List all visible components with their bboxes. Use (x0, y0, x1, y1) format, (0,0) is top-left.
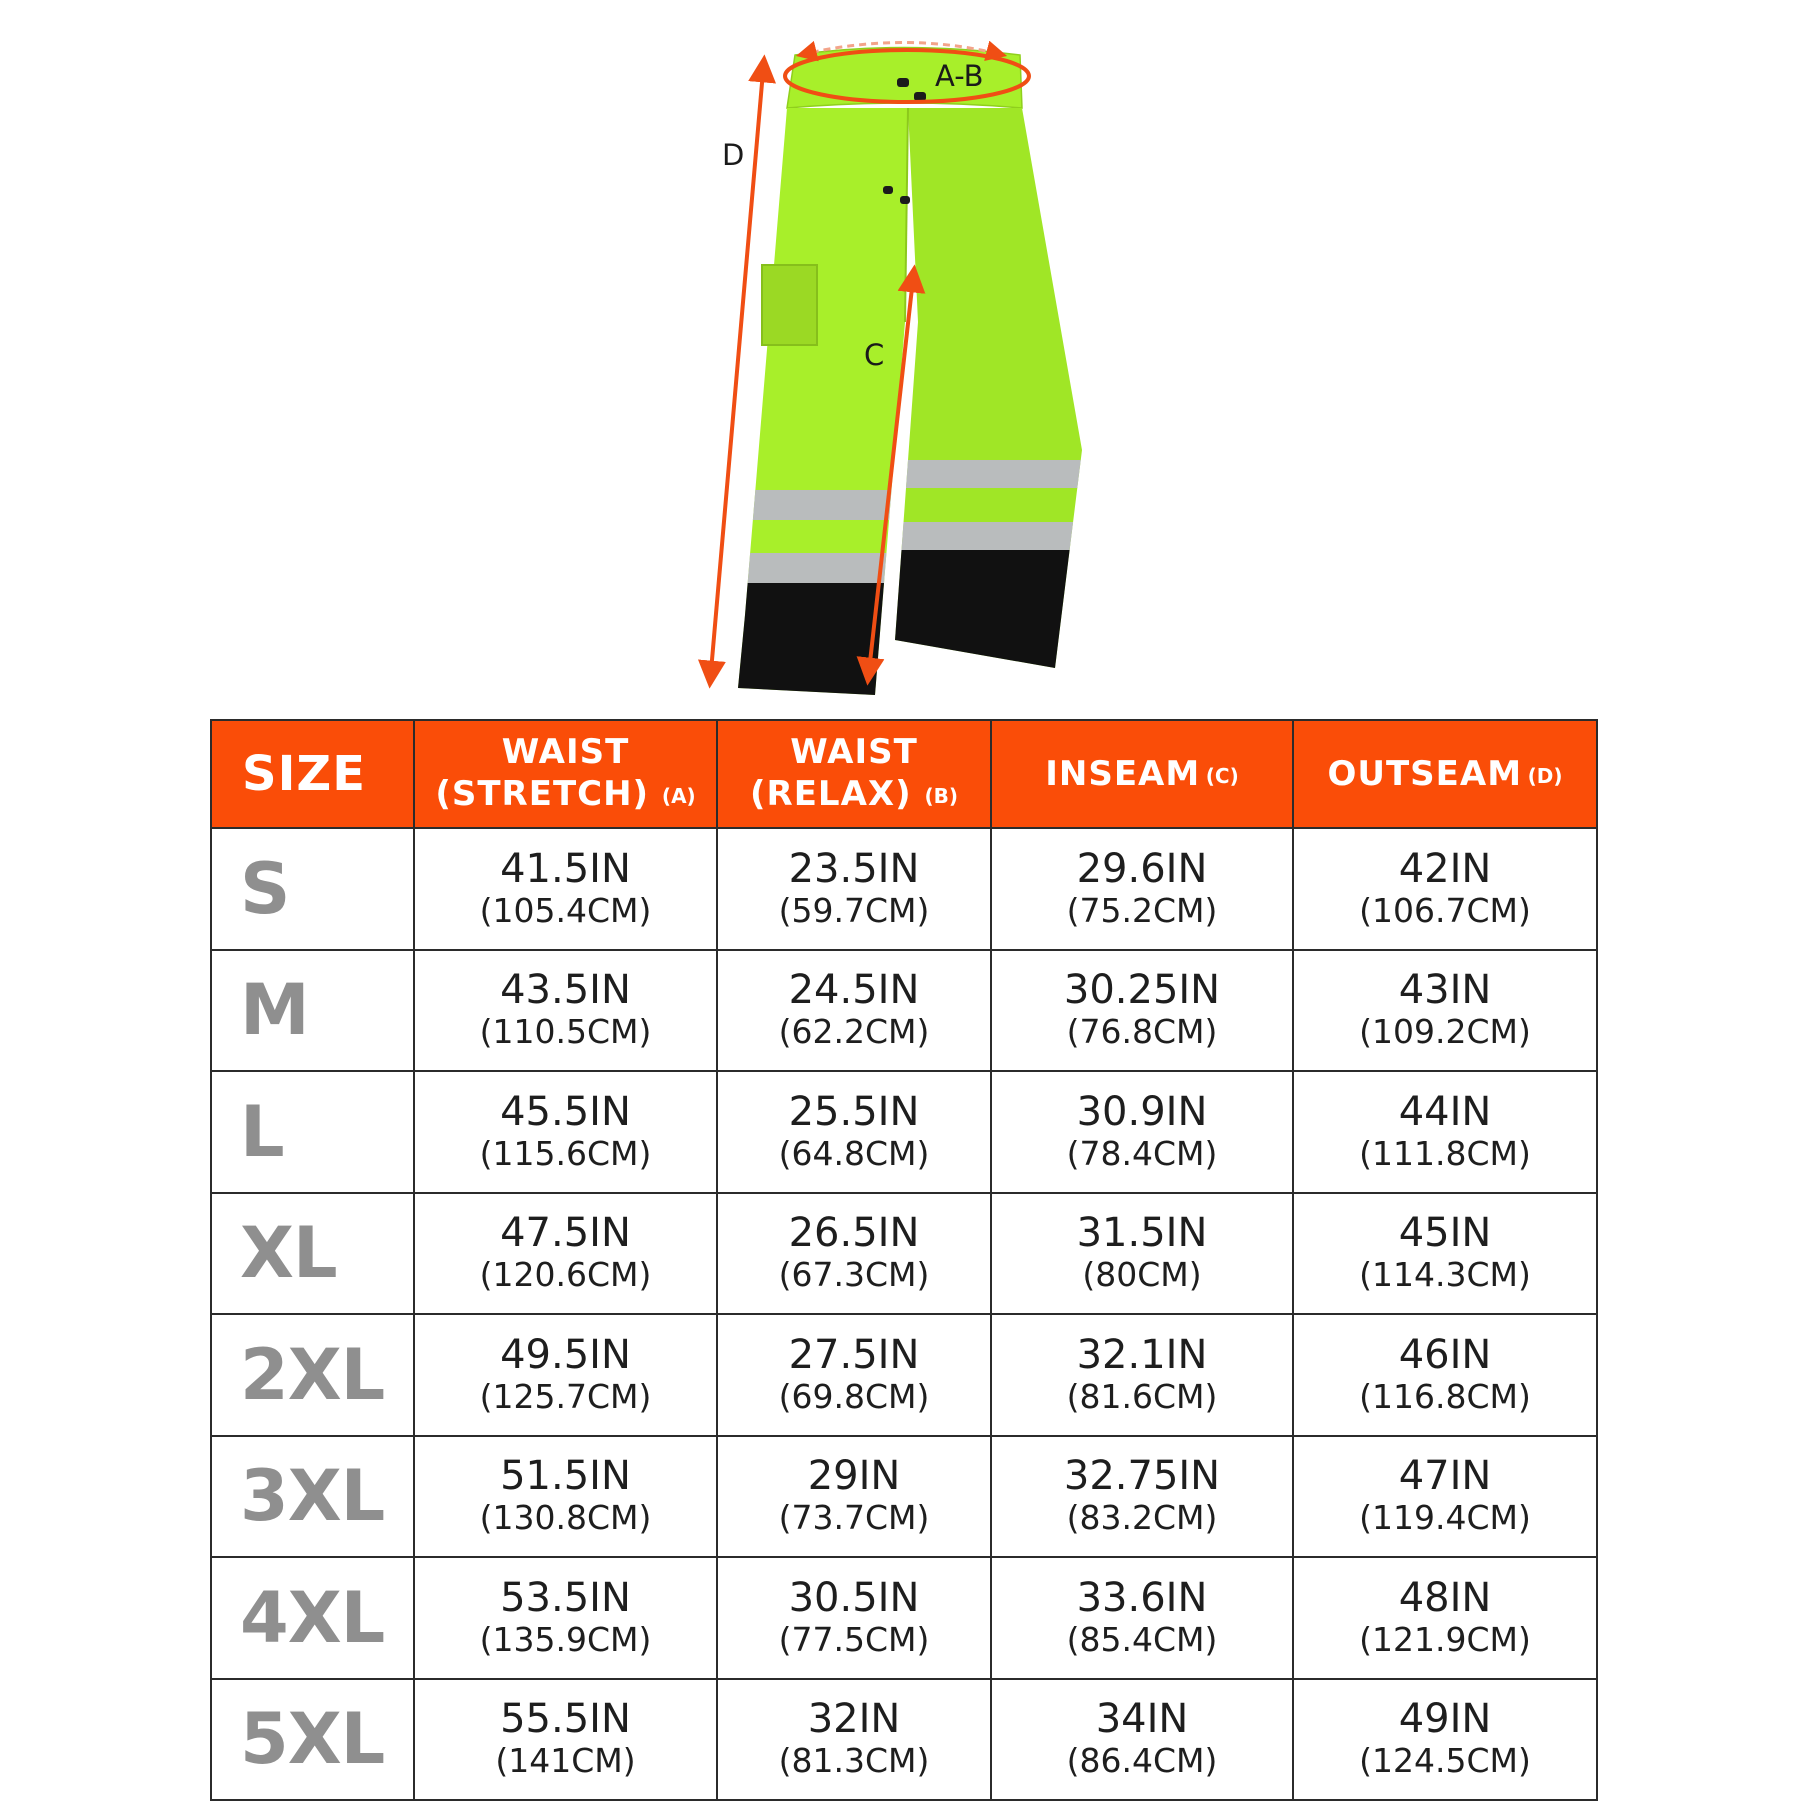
size-cell: 3XL (211, 1436, 414, 1558)
table-row (211, 1071, 1597, 1193)
waist-stretch-cell: 45.5IN (115.6CM) (414, 1071, 717, 1193)
header-waist-relax-line1: WAIST (790, 732, 918, 772)
label-d: D (722, 138, 745, 172)
header-waist-relax (717, 720, 991, 828)
size-cell: M (211, 950, 414, 1072)
outseam-cell: 48IN (121.9CM) (1293, 1557, 1597, 1679)
waist-stretch-cell: 49.5IN (125.7CM) (414, 1314, 717, 1436)
outseam-cell: 43IN (109.2CM) (1293, 950, 1597, 1072)
outseam-cell: 46IN (116.8CM) (1293, 1314, 1597, 1436)
waist-stretch-cell: 51.5IN (130.8CM) (414, 1436, 717, 1558)
outseam-cell: 45IN (114.3CM) (1293, 1193, 1597, 1315)
table-row (211, 1436, 1597, 1558)
waist-relax-cell: 24.5IN (62.2CM) (717, 950, 991, 1072)
table-row (211, 1314, 1597, 1436)
waist-relax-cell: 27.5IN (69.8CM) (717, 1314, 991, 1436)
inseam-cell: 29.6IN (75.2CM) (991, 828, 1293, 950)
waist-relax-cell: 32IN (81.3CM) (717, 1679, 991, 1801)
header-waist-stretch (414, 720, 717, 828)
header-waist-relax-tag: (B) (924, 784, 959, 808)
label-a-b: A-B (935, 59, 984, 93)
inseam-cell: 33.6IN (85.4CM) (991, 1557, 1293, 1679)
header-waist-stretch-line2: (STRETCH) (435, 774, 650, 814)
size-cell: 4XL (211, 1557, 414, 1679)
table-row (211, 1557, 1597, 1679)
size-cell: 2XL (211, 1314, 414, 1436)
black-hem (880, 550, 1100, 680)
inseam-cell: 30.25IN (76.8CM) (991, 950, 1293, 1072)
waist-stretch-cell: 43.5IN (110.5CM) (414, 950, 717, 1072)
inseam-cell: 32.75IN (83.2CM) (991, 1436, 1293, 1558)
header-inseam-tag: (C) (1205, 764, 1239, 788)
waist-relax-cell: 29IN (73.7CM) (717, 1436, 991, 1558)
outseam-cell: 44IN (111.8CM) (1293, 1071, 1597, 1193)
reflective-stripe (700, 490, 940, 520)
waist-relax-cell: 23.5IN (59.7CM) (717, 828, 991, 950)
header-outseam-tag: (D) (1527, 764, 1563, 788)
waist-relax-cell: 30.5IN (77.5CM) (717, 1557, 991, 1679)
header-inseam (991, 720, 1293, 828)
inseam-cell: 32.1IN (81.6CM) (991, 1314, 1293, 1436)
table-row (211, 1679, 1597, 1801)
header-inseam-label: INSEAM (1045, 754, 1201, 794)
table-row (211, 1193, 1597, 1315)
header-outseam (1293, 720, 1597, 828)
pants-measurement-diagram (0, 0, 1800, 700)
header-waist-relax-line2: (RELAX) (749, 774, 912, 814)
outseam-cell: 47IN (119.4CM) (1293, 1436, 1597, 1558)
reflective-stripe (880, 460, 1100, 488)
inseam-cell: 34IN (86.4CM) (991, 1679, 1293, 1801)
waist-stretch-cell: 41.5IN (105.4CM) (414, 828, 717, 950)
outseam-cell: 42IN (106.7CM) (1293, 828, 1597, 950)
header-outseam-label: OUTSEAM (1327, 754, 1523, 794)
header-size: SIZE (211, 720, 414, 828)
pants-illustration (700, 48, 1100, 701)
label-c: C (864, 338, 885, 372)
waist-stretch-cell: 47.5IN (120.6CM) (414, 1193, 717, 1315)
size-cell: 5XL (211, 1679, 414, 1801)
table-row (211, 828, 1597, 950)
size-cell: S (211, 828, 414, 950)
waist-stretch-cell: 53.5IN (135.9CM) (414, 1557, 717, 1679)
inseam-cell: 31.5IN (80CM) (991, 1193, 1293, 1315)
reflective-stripe (880, 522, 1100, 550)
size-cell: XL (211, 1193, 414, 1315)
size-cell: L (211, 1071, 414, 1193)
outseam-cell: 49IN (124.5CM) (1293, 1679, 1597, 1801)
cargo-pocket (762, 265, 817, 345)
header-waist-stretch-tag: (A) (661, 784, 696, 808)
waist-stretch-cell: 55.5IN (141CM) (414, 1679, 717, 1801)
table-header-row (211, 720, 1597, 828)
table-row (211, 950, 1597, 1072)
waist-relax-cell: 26.5IN (67.3CM) (717, 1193, 991, 1315)
size-chart-table (210, 719, 1598, 1801)
waist-relax-cell: 25.5IN (64.8CM) (717, 1071, 991, 1193)
inseam-cell: 30.9IN (78.4CM) (991, 1071, 1293, 1193)
header-waist-stretch-line1: WAIST (501, 732, 630, 772)
